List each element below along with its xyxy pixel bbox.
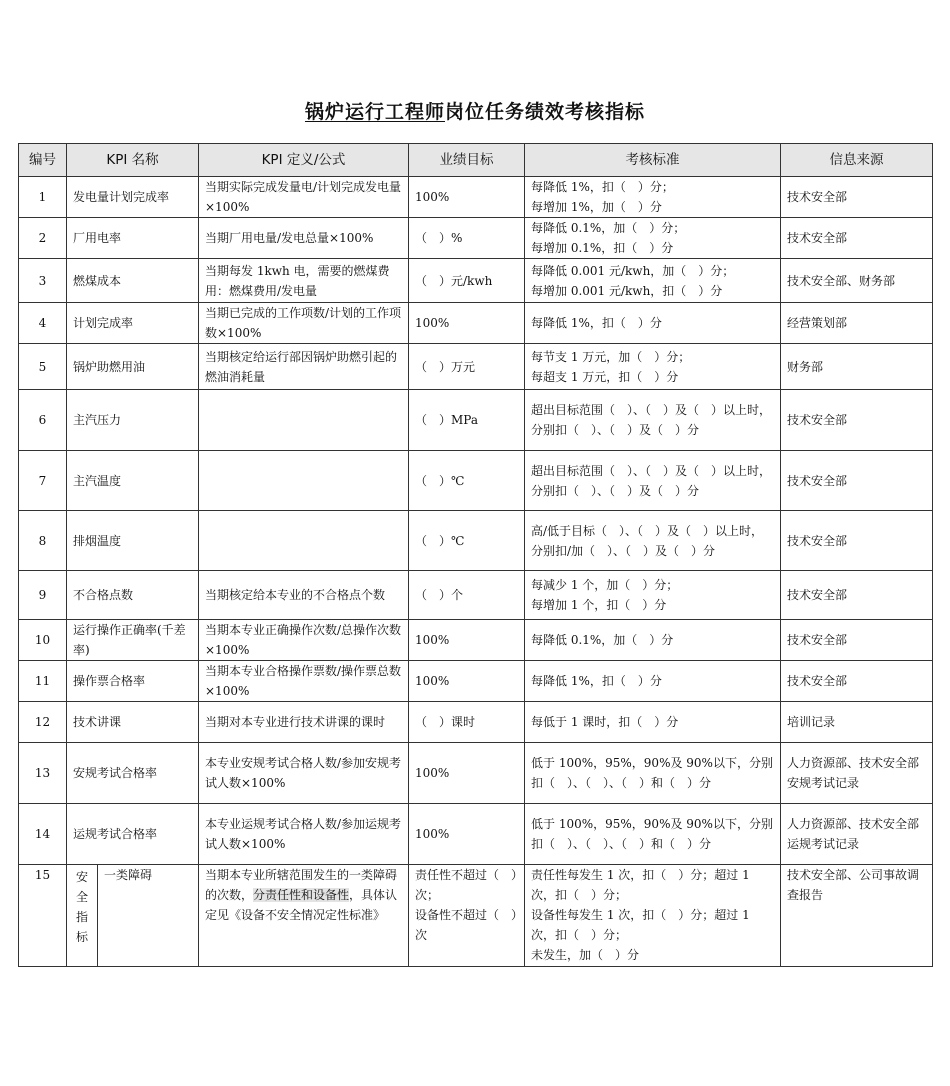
- row-source: 技术安全部、财务部: [781, 259, 933, 303]
- table-row: [19, 344, 933, 390]
- row-kpi-def: 当期厂用电量/发电总量×100%: [199, 218, 409, 259]
- row-target: （ ）℃: [409, 451, 525, 511]
- row-kpi-name: 排烟温度: [67, 511, 199, 571]
- row-no: 9: [19, 571, 67, 620]
- row-kpi-def: 当期核定给本专业的不合格点个数: [199, 571, 409, 620]
- row-source: 人力资源部、技术安全部运规考试记录: [781, 804, 933, 865]
- row-kpi-name: 锅炉助燃用油: [67, 344, 199, 390]
- row-standard: 责任性每发生 1 次，扣（ ）分；超过 1 次，扣（ ）分； 设备性每发生 1 次，扣（ ）分；超过 1 次，扣（ ）分； 未发生，加（ ）分: [525, 865, 781, 967]
- row-kpi-name: 计划完成率: [67, 303, 199, 344]
- row-target: 100%: [409, 303, 525, 344]
- row-target: （ ）MPa: [409, 390, 525, 451]
- table-row: [19, 177, 933, 218]
- row-source: 技术安全部: [781, 661, 933, 702]
- row-source: 技术安全部: [781, 390, 933, 451]
- title-rest: 岗位任务绩效考核指标: [445, 101, 646, 123]
- row-source: 人力资源部、技术安全部安规考试记录: [781, 743, 933, 804]
- row-source: 财务部: [781, 344, 933, 390]
- row-standard: 每降低 1%，扣（ ）分: [525, 303, 781, 344]
- row-standard: 低于 100%，95%，90%及 90%以下，分别扣（ ）、（ ）、（ ）和（ ）分: [525, 743, 781, 804]
- table-row: [19, 390, 933, 451]
- row-standard: 每降低 0.1%，加（ ）分； 每增加 0.1%，扣（ ）分: [525, 218, 781, 259]
- row-kpi-def: 当期每发 1kwh 电，需要的燃煤费用：燃煤费用/发电量: [199, 259, 409, 303]
- row-source: 技术安全部: [781, 218, 933, 259]
- def-text-a: 当期本专业所辖范围发生的一类障碍的次数，: [205, 868, 398, 902]
- row-source: 技术安全部: [781, 511, 933, 571]
- row-no: 6: [19, 390, 67, 451]
- table-row: [19, 661, 933, 702]
- row-target: （ ）元/kwh: [409, 259, 525, 303]
- table-row: [19, 218, 933, 259]
- row-target: 100%: [409, 743, 525, 804]
- header-kpi-name: KPI 名称: [67, 144, 199, 177]
- header-target: 业绩目标: [409, 144, 525, 177]
- row-kpi-def: 当期本专业正确操作次数/总操作次数×100%: [199, 620, 409, 661]
- table-row: [19, 804, 933, 865]
- row-target: 100%: [409, 177, 525, 218]
- row-no: 7: [19, 451, 67, 511]
- table-row: [19, 702, 933, 743]
- row-kpi-def: [199, 390, 409, 451]
- row-source: 经营策划部: [781, 303, 933, 344]
- row-standard: 超出目标范围（ ）、（ ）及（ ）以上时，分别扣（ ）、（ ）及（ ）分: [525, 390, 781, 451]
- row-kpi-name: 运行操作正确率(千差率): [67, 620, 199, 661]
- row-target: （ ）课时: [409, 702, 525, 743]
- row-kpi-def: 当期实际完成发量电/计划完成发电量×100%: [199, 177, 409, 218]
- row-standard: 每减少 1 个，加（ ）分； 每增加 1 个，扣（ ）分: [525, 571, 781, 620]
- row-source: 技术安全部: [781, 571, 933, 620]
- row-kpi-def: [199, 511, 409, 571]
- row-kpi-name: 一类障碍: [98, 865, 199, 967]
- header-no: 编号: [19, 144, 67, 177]
- def-text-b: ，具体认定见《设备不安全情况定性标准》: [205, 888, 398, 922]
- table-row: [19, 743, 933, 804]
- row-kpi-def: 当期本专业合格操作票数/操作票总数×100%: [199, 661, 409, 702]
- row-target: 100%: [409, 661, 525, 702]
- row-kpi-name: 安规考试合格率: [67, 743, 199, 804]
- row-source: 技术安全部: [781, 451, 933, 511]
- row-kpi-def: 本专业安规考试合格人数/参加安规考试人数×100%: [199, 743, 409, 804]
- row-no: 10: [19, 620, 67, 661]
- row-kpi-def: [199, 451, 409, 511]
- table-row: [19, 865, 933, 967]
- row-standard: 每降低 0.001 元/kwh，加（ ）分； 每增加 0.001 元/kwh，扣（ ）分: [525, 259, 781, 303]
- table-row: [19, 451, 933, 511]
- row-source: 技术安全部: [781, 620, 933, 661]
- row-kpi-def: 当期对本专业进行技术讲课的课时: [199, 702, 409, 743]
- row-kpi-name: 不合格点数: [67, 571, 199, 620]
- row-no: 1: [19, 177, 67, 218]
- row-no: 12: [19, 702, 67, 743]
- row-standard: 超出目标范围（ ）、（ ）及（ ）以上时，分别扣（ ）、（ ）及（ ）分: [525, 451, 781, 511]
- row-kpi-def: 当期已完成的工作项数/计划的工作项数×100%: [199, 303, 409, 344]
- row-kpi-name: 操作票合格率: [67, 661, 199, 702]
- row-target: （ ）℃: [409, 511, 525, 571]
- row-no: 15: [19, 865, 67, 967]
- row-no: 2: [19, 218, 67, 259]
- row-no: 4: [19, 303, 67, 344]
- row-target: （ ）个: [409, 571, 525, 620]
- header-kpi-def: KPI 定义/公式: [199, 144, 409, 177]
- row-kpi-name: 主汽压力: [67, 390, 199, 451]
- row-source: 培训记录: [781, 702, 933, 743]
- row-standard: 每降低 1%，扣（ ）分: [525, 661, 781, 702]
- row-standard: 每降低 0.1%，加（ ）分: [525, 620, 781, 661]
- row-no: 8: [19, 511, 67, 571]
- table-row: [19, 303, 933, 344]
- table-row: [19, 571, 933, 620]
- row-source: 技术安全部、公司事故调查报告: [781, 865, 933, 967]
- row-no: 5: [19, 344, 67, 390]
- row-source: 技术安全部: [781, 177, 933, 218]
- row-kpi-name: 主汽温度: [67, 451, 199, 511]
- def-highlight: 分责任性和设备性: [253, 888, 350, 902]
- row-kpi-name: 运规考试合格率: [67, 804, 199, 865]
- row-target: 责任性不超过（ ）次； 设备性不超过（ ）次: [409, 865, 525, 967]
- row-no: 11: [19, 661, 67, 702]
- row-standard: 每低于 1 课时，扣（ ）分: [525, 702, 781, 743]
- row-target: 100%: [409, 804, 525, 865]
- header-source: 信息来源: [781, 144, 933, 177]
- row-standard: 高/低于目标（ ）、（ ）及（ ）以上时，分别扣/加（ ）、（ ）及（ ）分: [525, 511, 781, 571]
- row-group-label-text: 安全指标: [75, 870, 88, 944]
- row-no: 3: [19, 259, 67, 303]
- table-row: [19, 620, 933, 661]
- row-no: 14: [19, 804, 67, 865]
- row-kpi-name: 技术讲课: [67, 702, 199, 743]
- row-group-label: [67, 865, 98, 967]
- row-kpi-def: [199, 865, 409, 967]
- row-no: 13: [19, 743, 67, 804]
- row-kpi-name: 燃煤成本: [67, 259, 199, 303]
- row-kpi-name: 发电量计划完成率: [67, 177, 199, 218]
- row-standard: 低于 100%，95%，90%及 90%以下，分别扣（ ）、（ ）、（ ）和（ ）分: [525, 804, 781, 865]
- row-target: （ ）%: [409, 218, 525, 259]
- row-kpi-name: 厂用电率: [67, 218, 199, 259]
- row-target: 100%: [409, 620, 525, 661]
- row-standard: 每节支 1 万元，加（ ）分； 每超支 1 万元，扣（ ）分: [525, 344, 781, 390]
- kpi-table: [18, 143, 933, 967]
- table-row: [19, 259, 933, 303]
- row-standard: 每降低 1%，扣（ ）分； 每增加 1%，加（ ）分: [525, 177, 781, 218]
- row-kpi-def: 本专业运规考试合格人数/参加运规考试人数×100%: [199, 804, 409, 865]
- page-title: [0, 97, 950, 124]
- table-row: [19, 511, 933, 571]
- table-header-row: [19, 144, 933, 177]
- title-underlined-part: 锅炉运行工程师: [304, 101, 445, 123]
- header-standard: 考核标准: [525, 144, 781, 177]
- row-kpi-def: 当期核定给运行部因锅炉助燃引起的燃油消耗量: [199, 344, 409, 390]
- row-target: （ ）万元: [409, 344, 525, 390]
